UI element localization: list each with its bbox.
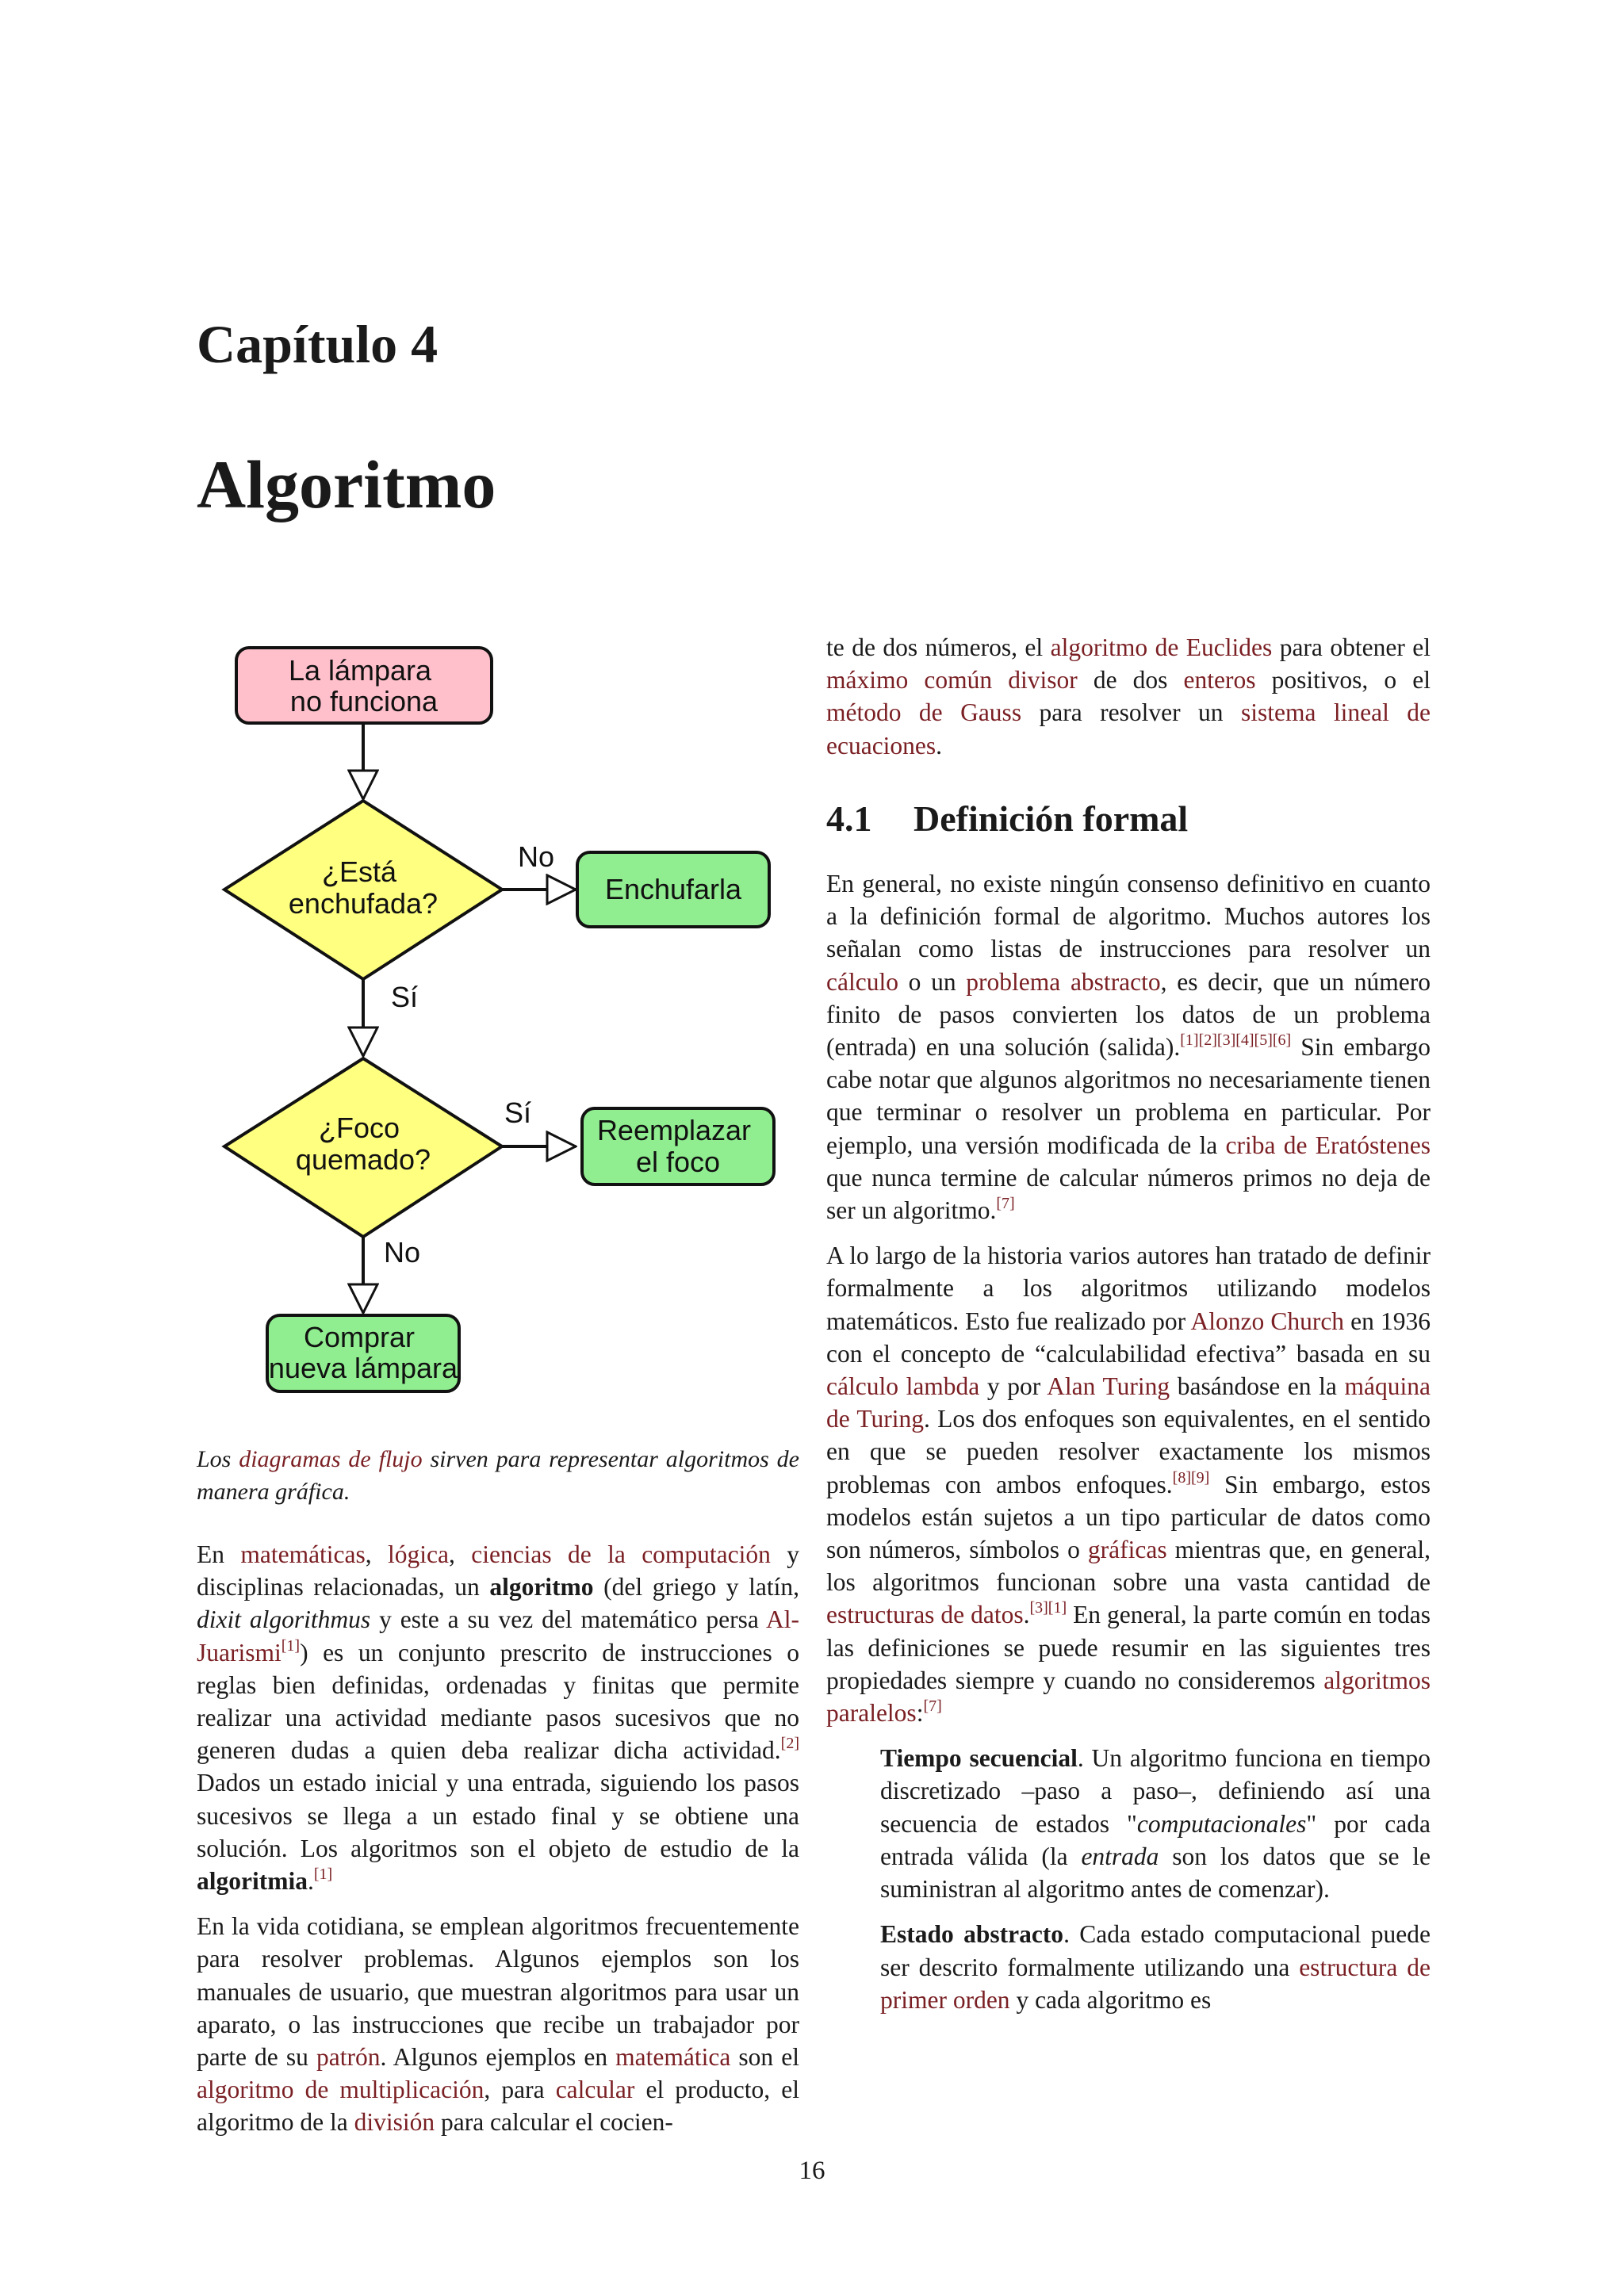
link-algoritmo-multiplicacion[interactable]: algoritmo de multiplicación <box>197 2076 485 2104</box>
ref-2[interactable]: [2] <box>780 1735 799 1753</box>
intro-paragraph: En matemáticas, lógica, ciencias de la computación y disciplinas relacionadas, un algoritmo (del griego y latín, dixit algorithmus y este a su vez del matemático persa Al-Juarismi[1]) es un conjunto prescrito de instrucciones o reglas bien definidas, ordenadas y finitas que permite realizar una actividad mediante pasos sucesivos que no generen dudas a quien deba realizar dicha actividad.[2] Dados un estado inicial y una entrada, siguiendo los pasos sucesivos se llega a un estado final y se obtiene una solución. Los algoritmos son el objeto de estudio de la algoritmia.[1] <box>197 1540 800 1896</box>
section-number: 4.1 <box>826 798 872 839</box>
ref-1[interactable]: [1] <box>281 1636 301 1655</box>
link-maximo-comun-divisor[interactable]: máximo común divisor <box>826 666 1078 695</box>
history-paragraph: A lo largo de la historia varios autores han tratado de definir formalmente a los algoritmos utilizando modelos matemáticos. Esto fue realizado por Alonzo Church en 1936 con el concepto de “calculabilidad efectiva” basada en su cálculo lambda y por Alan Turing basándose en la máquina de Turing. Los dos enfoques son equivalentes, en el sentido en que se pueden resolver exactamente los mismos problemas con ambos enfoques.[8][9] Sin embargo, estos modelos están sujetos a un tipo particular de datos como son números, símbolos o gráficas mientras que, en general, los algoritmos funcionan sobre una vasta cantidad de estructuras de datos.[3][1] En general, la parte común en todas las definiciones se puede resumir en las siguientes tres propiedades siempre y cuando no consideremos algoritmos paralelos:[7] <box>826 1242 1431 1728</box>
flow-decision2-line2: quemado? <box>295 1143 431 1176</box>
link-criba-eratostenes[interactable]: criba de Eratóstenes <box>1225 1131 1431 1159</box>
flow-decision2-line1: ¿Foco <box>318 1112 400 1144</box>
link-sistema-lineal[interactable]: sistema lineal de ecuaciones <box>826 698 1431 760</box>
left-column <box>197 1538 799 2152</box>
page-number: 16 <box>799 2156 825 2185</box>
continued-paragraph: te de dos números, el algoritmo de Euclides para obtener el máximo común divisor de dos enteros positivos, o el método de Gauss para resolver un sistema lineal de ecuaciones. <box>826 633 1431 760</box>
link-ciencias-computacion[interactable]: ciencias de la computación <box>471 1540 771 1568</box>
svg-text:La lámpara no funciona <box>289 654 439 718</box>
flow-label-no-2: No <box>384 1236 421 1269</box>
flow-action1-text: Enchufarla <box>604 873 742 905</box>
flow-decision1-line1: ¿Está <box>321 855 397 888</box>
flow-start-line2: no funciona <box>289 685 439 718</box>
flow-end-line2: nueva lámpara <box>268 1352 458 1384</box>
ref-3-1[interactable]: [3][1] <box>1029 1599 1067 1617</box>
link-logica[interactable]: lógica <box>388 1540 449 1568</box>
flow-start-line1: La lámpara <box>288 654 432 687</box>
link-al-juarismi[interactable]: Al-Juarismi <box>197 1605 799 1667</box>
ref-8-9[interactable]: [8][9] <box>1172 1468 1210 1487</box>
daily-life-paragraph: En la vida cotidiana, se emplean algoritmos frecuentemente para resolver problemas. Algunos ejemplos son los manuales de usuario, que muestran algoritmos para usar un aparato, o las instrucciones que recibe un trabajador por parte de su patrón. Algunos ejemplos en matemática son el algoritmo de multiplicación, para calcular el producto, el algoritmo de la división para calcular el cocien- <box>197 1912 799 2137</box>
ref-1b[interactable]: [1] <box>313 1866 333 1884</box>
flow-label-si-1: Sí <box>391 981 419 1013</box>
link-problema-abstracto[interactable]: problema abstracto <box>966 967 1161 996</box>
link-algoritmos-paralelos[interactable]: algoritmos paralelos <box>826 1666 1431 1728</box>
flow-label-si-2: Sí <box>504 1096 532 1129</box>
link-estructuras-datos[interactable]: estructuras de datos <box>826 1601 1024 1629</box>
section-title: Definición formal <box>914 798 1189 839</box>
ref-7b[interactable]: [7] <box>923 1697 942 1716</box>
link-calculo-lambda[interactable]: cálculo lambda <box>826 1372 980 1401</box>
link-alan-turing[interactable]: Alan Turing <box>1047 1372 1170 1401</box>
link-algoritmo-euclides[interactable]: algoritmo de Euclides <box>1050 633 1273 661</box>
link-matematicas[interactable]: matemáticas <box>240 1540 366 1568</box>
ref-1-6[interactable]: [1][2][3][4][5][6] <box>1180 1031 1292 1050</box>
flow-action2-line2: el foco <box>635 1146 721 1178</box>
property-sequential-time: Tiempo secuencial. Un algoritmo funciona en tiempo discretizado –paso a paso–, definiendo así una secuencia de estados "computacionales" por cada entrada válida (la entrada son los datos que se le suministran al algoritmo antes de comenzar). <box>880 1744 1431 1904</box>
link-matematica[interactable]: matemática <box>615 2043 731 2072</box>
link-alonzo-church[interactable]: Alonzo Church <box>1190 1307 1345 1335</box>
definition-paragraph: En general, no existe ningún consenso definitivo en cuanto a la definición formal de algoritmo. Muchos autores los señalan como listas de instrucciones para resolver un cálculo o un problema abstracto, es decir, que un número finito de pasos convierten los datos de un problema (entrada) en una solución (salida).[1][2][3][4][5][6] Sin embargo cabe notar que algunos algoritmos no necesariamente tienen que terminar o resolver un problema en particular. Por ejemplo, una versión modificada de la criba de Eratóstenes que nunca termine de calcular números primos no deja de ser un algoritmo.[7] <box>826 870 1431 1225</box>
link-diagramas-de-flujo[interactable]: diagramas de flujo <box>239 1446 423 1472</box>
term-algoritmia: algoritmia <box>197 1867 308 1896</box>
chapter-label: Capítulo 4 <box>197 314 439 374</box>
link-patron[interactable]: patrón <box>316 2043 381 2072</box>
link-calculo[interactable]: cálculo <box>826 967 898 996</box>
right-column <box>826 631 1431 2029</box>
flow-decision1-line2: enchufada? <box>288 887 439 920</box>
link-calcular[interactable]: calcular <box>555 2076 635 2104</box>
link-enteros[interactable]: enteros <box>1183 666 1256 695</box>
chapter-title: Algoritmo <box>197 446 496 522</box>
link-graficas[interactable]: gráficas <box>1087 1536 1167 1564</box>
figure-caption: Los diagramas de flujo sirven para representar algoritmos de manera gráfica. <box>197 1446 799 1505</box>
flow-action2-line1: Reemplazar <box>596 1114 752 1146</box>
link-division[interactable]: división <box>354 2108 435 2137</box>
link-metodo-gauss[interactable]: método de Gauss <box>826 698 1022 727</box>
term-algoritmo: algoritmo <box>489 1573 594 1601</box>
flowchart-diagram <box>197 626 815 1411</box>
link-maquina-turing[interactable]: máquina de Turing <box>826 1372 1431 1433</box>
flow-end-line1: Comprar <box>303 1321 416 1353</box>
ref-7[interactable]: [7] <box>996 1195 1015 1213</box>
link-estructura-primer-orden[interactable]: estructura de primer orden <box>880 1953 1431 2014</box>
property-abstract-state: Estado abstracto. Cada estado computacional puede ser descrito formalmente utilizando una estructura de primer orden y cada algoritmo es <box>880 1920 1431 2014</box>
flow-label-no-1: No <box>518 840 555 873</box>
section-heading <box>826 797 1431 840</box>
